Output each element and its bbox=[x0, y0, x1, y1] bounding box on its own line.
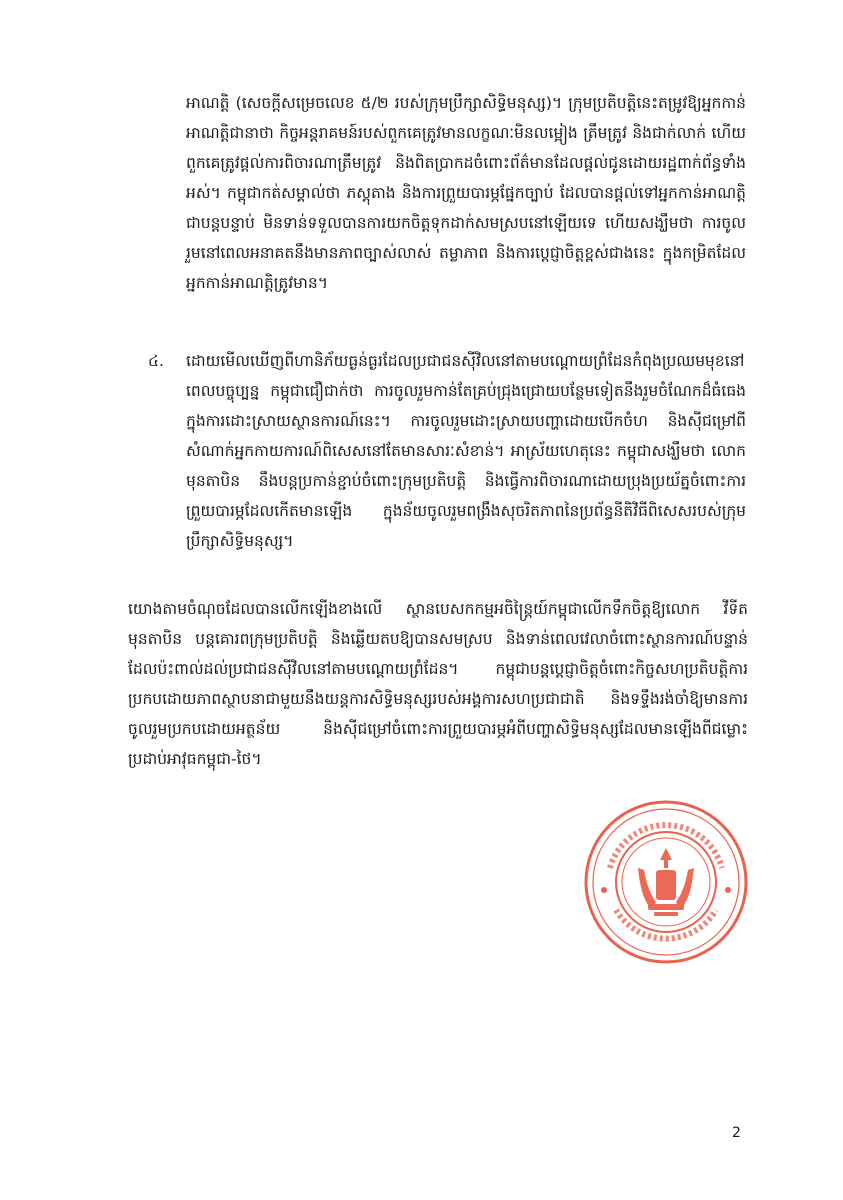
paragraph-1: អាណត្តិ (សេចក្តីសម្រេចលេខ ៥/២ របស់ក្រុមប្រឹក្សាសិទ្ធិមនុស្ស)។ ក្រុមប្រតិបត្តិនេះតម្រូវឱ្យអ្នកកាន់អាណត្តិជានាថា កិច្ចអន្តរាគមន៍របស់ពួកគេត្រូវមានលក្ខណៈមិនលម្អៀង ត្រឹមត្រូវ និងជាក់លាក់ ហើយពួកគេត្រូវផ្តល់ការពិចារណាត្រឹមត្រូវ និងពិតប្រាកដចំពោះព័ត៌មានដែលផ្តល់ជូនដោយរដ្ឋពាក់ព័ន្ធទាំងអស់។ កម្ពុជាកត់សម្គាល់ថា ភស្តុតាង និងការព្រួយបារម្ភផ្នែកច្បាប់ ដែលបានផ្តល់ទៅអ្នកកាន់អាណត្តិជាបន្តបន្ទាប់ មិនទាន់ទទួលបានការយកចិត្តទុកដាក់សមស្របនៅឡើយទេ ហើយសង្ឃឹមថា ការចូលរួមនៅពេលអនាគតនឹងមានភាពច្បាស់លាស់ តម្លាភាព និងការប្តេជ្ញាចិត្តខ្ពស់ជាងនេះ ក្នុងកម្រិតដែលអ្នកកាន់អាណត្តិត្រូវមាន។ bbox=[186, 94, 746, 292]
paragraph-3: យោងតាមចំណុចដែលបានលើកឡើងខាងលើ ស្ថានបេសកកម្មអចិន្ត្រៃយ៍កម្ពុជាលើកទឹកចិត្តឱ្យលោក វីទីត មុនតាបិន បន្តគោរពក្រុមប្រតិបត្តិ និងឆ្លើយតបឱ្យបានសមស្រប និងទាន់ពេលវេលាចំពោះស្ថានការណ៍បន្ទាន់ដែលប៉ះពាល់ដល់ប្រជាជនស៊ីវិលនៅតាមបណ្តោយព្រំដែន។ កម្ពុជាបន្តប្តេជ្ញាចិត្តចំពោះកិច្ចសហប្រតិបត្តិការប្រកបដោយភាពស្ថាបនាជាមួយនឹងយន្តការសិទ្ធិមនុស្សរបស់អង្គការសហប្រជាជាតិ និងទទ្ទឹងរង់ចាំឱ្យមានការចូលរួមប្រកបដោយអត្ថន័យ និងស៊ីជម្រៅចំពោះការព្រួយបារម្ភអំពីបញ្ហាសិទ្ធិមនុស្សដែលមានឡើងពីជម្លោះប្រដាប់អាវុធកម្ពុជា-ថៃ។ bbox=[128, 600, 748, 768]
page-number: 2 bbox=[732, 1125, 741, 1141]
paragraph-2: ដោយមើលឃើញពីហានិភ័យធ្ងន់ធ្ងរដែលប្រជាជនស៊ីវិលនៅតាមបណ្តោយព្រំដែនកំពុងប្រឈមមុខនៅពេលបច្ចុប្បន្ន កម្ពុជាជឿជាក់ថា ការចូលរួមកាន់តែគ្រប់ជ្រុងជ្រោយបន្ថែមទៀតនឹងរួមចំណែកដ៏ធំធេងក្នុងការដោះស្រាយស្ថានការណ៍នេះ។ ការចូលរួមដោះស្រាយបញ្ហាដោយបើកចំហ និងស៊ីជម្រៅពីសំណាក់អ្នកកាយការណ៍ពិសេសនៅតែមានសារៈសំខាន់។ អាស្រ័យហេតុនេះ កម្ពុជាសង្ឃឹមថា លោក មុនតាបិន នឹងបន្តប្រកាន់ខ្ជាប់ចំពោះក្រុមប្រតិបត្តិ និងធ្វើការពិចារណាដោយប្រុងប្រយ័ត្នចំពោះការព្រួយបារម្ភដែលកើតមានឡើង ក្នុងន័យចូលរួមពង្រឹងសុចរិតភាពនៃប្រព័ន្ធនីតិវិធីពិសេសរបស់ក្រុមប្រឹក្សាសិទ្ធិមនុស្ស។ bbox=[186, 352, 746, 550]
seal-stamp-icon bbox=[582, 798, 750, 966]
item-number-4: ៤. bbox=[148, 352, 164, 370]
official-seal bbox=[582, 798, 750, 966]
